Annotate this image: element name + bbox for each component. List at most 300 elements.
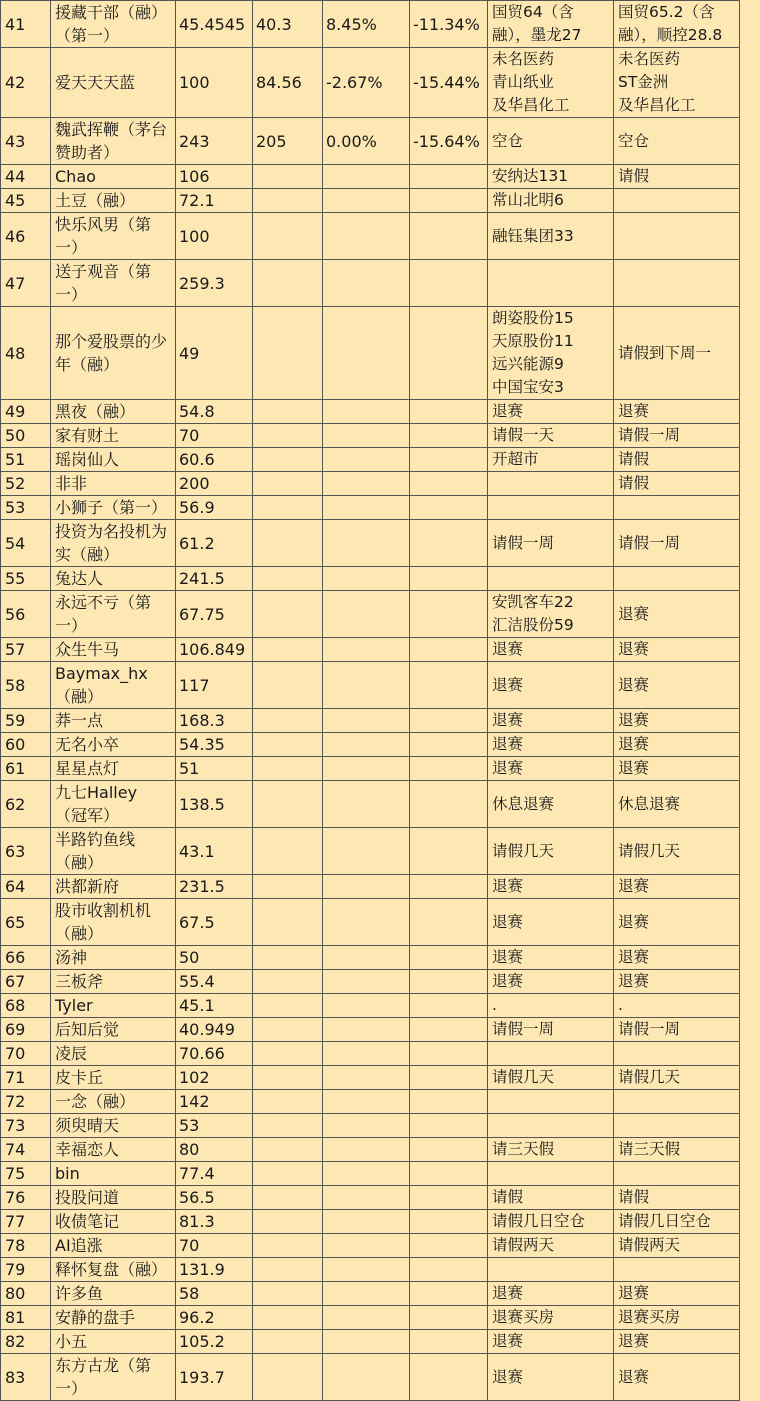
name-cell: 投股问道 — [51, 1186, 176, 1210]
holdings-last-cell: 休息退赛 — [488, 781, 614, 828]
holdings-current-cell: 请假几天 — [614, 1066, 740, 1090]
weekly-change-cell — [323, 1162, 410, 1186]
current-value-cell — [253, 1306, 323, 1330]
current-value-cell — [253, 709, 323, 733]
rank-cell: 76 — [1, 1186, 51, 1210]
table-row — [1, 448, 740, 472]
rank-cell: 57 — [1, 638, 51, 662]
current-value-cell — [253, 1162, 323, 1186]
total-change-cell — [410, 1282, 488, 1306]
initial-capital-cell: 142 — [176, 1090, 253, 1114]
name-cell: 安静的盘手 — [51, 1306, 176, 1330]
total-change-cell — [410, 899, 488, 946]
initial-capital-cell: 200 — [176, 472, 253, 496]
table-row — [1, 1162, 740, 1186]
total-change-cell — [410, 970, 488, 994]
table-row — [1, 875, 740, 899]
table-row — [1, 1258, 740, 1282]
weekly-change-cell — [323, 1066, 410, 1090]
current-value-cell — [253, 1330, 323, 1354]
holdings-last-cell — [488, 567, 614, 591]
current-value-cell — [253, 875, 323, 899]
current-value-cell: 205 — [253, 118, 323, 165]
weekly-change-cell — [323, 520, 410, 567]
weekly-change-cell — [323, 1330, 410, 1354]
name-cell: Baymax_hx （融） — [51, 662, 176, 709]
weekly-change-cell — [323, 424, 410, 448]
current-value-cell — [253, 424, 323, 448]
initial-capital-cell: 49 — [176, 307, 253, 400]
name-cell: 半路钓鱼线 （融） — [51, 828, 176, 875]
table-row — [1, 1210, 740, 1234]
current-value-cell — [253, 1018, 323, 1042]
current-value-cell — [253, 260, 323, 307]
weekly-change-cell — [323, 1138, 410, 1162]
holdings-last-cell: 请假 — [488, 1186, 614, 1210]
total-change-cell — [410, 165, 488, 189]
holdings-last-cell: 退赛 — [488, 709, 614, 733]
rank-cell: 46 — [1, 213, 51, 260]
weekly-change-cell — [323, 1210, 410, 1234]
holdings-current-cell — [614, 496, 740, 520]
holdings-current-cell — [614, 260, 740, 307]
total-change-cell — [410, 1354, 488, 1401]
weekly-change-cell — [323, 1258, 410, 1282]
current-value-cell — [253, 781, 323, 828]
name-cell: 投资为名投机为 实（融） — [51, 520, 176, 567]
initial-capital-cell: 54.35 — [176, 733, 253, 757]
total-change-cell — [410, 1210, 488, 1234]
name-cell: 非非 — [51, 472, 176, 496]
current-value-cell — [253, 757, 323, 781]
holdings-current-cell: 请假到下周一 — [614, 307, 740, 400]
rank-cell: 61 — [1, 757, 51, 781]
weekly-change-cell — [323, 781, 410, 828]
rank-cell: 67 — [1, 970, 51, 994]
current-value-cell — [253, 1066, 323, 1090]
holdings-last-cell — [488, 1162, 614, 1186]
initial-capital-cell: 40.949 — [176, 1018, 253, 1042]
rank-cell: 55 — [1, 567, 51, 591]
name-cell: 众生牛马 — [51, 638, 176, 662]
holdings-last-cell: 退赛 — [488, 1282, 614, 1306]
current-value-cell — [253, 1354, 323, 1401]
holdings-current-cell: 退赛 — [614, 709, 740, 733]
table-row — [1, 781, 740, 828]
current-value-cell — [253, 472, 323, 496]
table-row — [1, 189, 740, 213]
current-value-cell — [253, 448, 323, 472]
current-value-cell — [253, 1210, 323, 1234]
weekly-change-cell — [323, 213, 410, 260]
weekly-change-cell — [323, 1018, 410, 1042]
initial-capital-cell: 168.3 — [176, 709, 253, 733]
current-value-cell — [253, 1042, 323, 1066]
holdings-current-cell: 退赛 — [614, 757, 740, 781]
current-value-cell — [253, 189, 323, 213]
current-value-cell — [253, 1114, 323, 1138]
total-change-cell — [410, 307, 488, 400]
holdings-last-cell: 退赛 — [488, 946, 614, 970]
holdings-current-cell — [614, 1162, 740, 1186]
initial-capital-cell: 106 — [176, 165, 253, 189]
holdings-current-cell: 退赛 — [614, 1282, 740, 1306]
holdings-last-cell: . — [488, 994, 614, 1018]
holdings-last-cell: 请假几日空仓 — [488, 1210, 614, 1234]
name-cell: 汤神 — [51, 946, 176, 970]
name-cell: 黑夜（融） — [51, 400, 176, 424]
name-cell: 土豆（融） — [51, 189, 176, 213]
table-row — [1, 520, 740, 567]
table-row — [1, 994, 740, 1018]
name-cell: 三板斧 — [51, 970, 176, 994]
weekly-change-cell — [323, 400, 410, 424]
total-change-cell — [410, 733, 488, 757]
weekly-change-cell — [323, 994, 410, 1018]
holdings-current-cell: 退赛 — [614, 591, 740, 638]
rank-cell: 66 — [1, 946, 51, 970]
initial-capital-cell: 53 — [176, 1114, 253, 1138]
holdings-last-cell: 退赛 — [488, 970, 614, 994]
rank-cell: 70 — [1, 1042, 51, 1066]
table-row — [1, 496, 740, 520]
weekly-change-cell — [323, 472, 410, 496]
weekly-change-cell — [323, 189, 410, 213]
table-row — [1, 118, 740, 165]
initial-capital-cell: 43.1 — [176, 828, 253, 875]
total-change-cell — [410, 496, 488, 520]
initial-capital-cell: 58 — [176, 1282, 253, 1306]
name-cell: 幸福恋人 — [51, 1138, 176, 1162]
weekly-change-cell — [323, 1306, 410, 1330]
current-value-cell — [253, 567, 323, 591]
name-cell: 瑶岗仙人 — [51, 448, 176, 472]
initial-capital-cell: 54.8 — [176, 400, 253, 424]
holdings-last-cell: 国贸64（含 融），墨龙27 — [488, 1, 614, 48]
total-change-cell — [410, 638, 488, 662]
holdings-last-cell: 安纳达131 — [488, 165, 614, 189]
name-cell: 小狮子（第一） — [51, 496, 176, 520]
holdings-current-cell: 请假几日空仓 — [614, 1210, 740, 1234]
rank-cell: 75 — [1, 1162, 51, 1186]
name-cell: 爱天天天蓝 — [51, 48, 176, 118]
holdings-current-cell: 退赛 — [614, 970, 740, 994]
name-cell: 九七Halley （冠军） — [51, 781, 176, 828]
rank-cell: 72 — [1, 1090, 51, 1114]
table-row — [1, 899, 740, 946]
table-row — [1, 709, 740, 733]
holdings-current-cell: 请假 — [614, 165, 740, 189]
holdings-current-cell: 退赛 — [614, 638, 740, 662]
holdings-current-cell — [614, 1114, 740, 1138]
weekly-change-cell — [323, 1282, 410, 1306]
table-row — [1, 1138, 740, 1162]
name-cell: 那个爱股票的少 年（融） — [51, 307, 176, 400]
current-value-cell — [253, 733, 323, 757]
weekly-change-cell — [323, 733, 410, 757]
total-change-cell — [410, 213, 488, 260]
initial-capital-cell: 241.5 — [176, 567, 253, 591]
name-cell: 一念（融） — [51, 1090, 176, 1114]
holdings-current-cell: 请假一周 — [614, 520, 740, 567]
table-row — [1, 662, 740, 709]
rank-cell: 59 — [1, 709, 51, 733]
table-row — [1, 1354, 740, 1401]
initial-capital-cell: 50 — [176, 946, 253, 970]
holdings-current-cell: 退赛 — [614, 1330, 740, 1354]
holdings-last-cell: 退赛 — [488, 875, 614, 899]
current-value-cell — [253, 591, 323, 638]
rank-cell: 62 — [1, 781, 51, 828]
weekly-change-cell — [323, 757, 410, 781]
name-cell: 股市收割机机 （融） — [51, 899, 176, 946]
total-change-cell — [410, 1306, 488, 1330]
initial-capital-cell: 100 — [176, 213, 253, 260]
rank-cell: 79 — [1, 1258, 51, 1282]
holdings-last-cell: 常山北明6 — [488, 189, 614, 213]
weekly-change-cell — [323, 638, 410, 662]
holdings-last-cell: 请假一天 — [488, 424, 614, 448]
total-change-cell — [410, 994, 488, 1018]
name-cell: 家有财土 — [51, 424, 176, 448]
table-row — [1, 213, 740, 260]
holdings-last-cell: 融钰集团33 — [488, 213, 614, 260]
total-change-cell — [410, 400, 488, 424]
total-change-cell — [410, 1066, 488, 1090]
rank-cell: 56 — [1, 591, 51, 638]
holdings-last-cell — [488, 1258, 614, 1282]
initial-capital-cell: 67.75 — [176, 591, 253, 638]
weekly-change-cell — [323, 1090, 410, 1114]
holdings-last-cell: 退赛 — [488, 1354, 614, 1401]
holdings-last-cell: 请假一周 — [488, 520, 614, 567]
table-row — [1, 307, 740, 400]
weekly-change-cell — [323, 899, 410, 946]
name-cell: 魏武挥鞭（茅台 赞助者） — [51, 118, 176, 165]
current-value-cell — [253, 1186, 323, 1210]
current-value-cell — [253, 165, 323, 189]
current-value-cell — [253, 496, 323, 520]
weekly-change-cell: -2.67% — [323, 48, 410, 118]
current-value-cell: 84.56 — [253, 48, 323, 118]
initial-capital-cell: 70 — [176, 1234, 253, 1258]
initial-capital-cell: 106.849 — [176, 638, 253, 662]
weekly-change-cell: 8.45% — [323, 1, 410, 48]
table-row — [1, 165, 740, 189]
weekly-change-cell — [323, 567, 410, 591]
total-change-cell — [410, 1114, 488, 1138]
initial-capital-cell: 60.6 — [176, 448, 253, 472]
current-value-cell — [253, 400, 323, 424]
table-row — [1, 970, 740, 994]
name-cell: 永远不亏（第 一） — [51, 591, 176, 638]
rank-cell: 80 — [1, 1282, 51, 1306]
holdings-last-cell: 请假几天 — [488, 1066, 614, 1090]
name-cell: 快乐风男（第 一） — [51, 213, 176, 260]
rank-cell: 63 — [1, 828, 51, 875]
total-change-cell — [410, 781, 488, 828]
rank-cell: 81 — [1, 1306, 51, 1330]
weekly-change-cell — [323, 1114, 410, 1138]
total-change-cell — [410, 709, 488, 733]
table-row — [1, 260, 740, 307]
weekly-change-cell — [323, 1186, 410, 1210]
weekly-change-cell — [323, 496, 410, 520]
initial-capital-cell: 96.2 — [176, 1306, 253, 1330]
initial-capital-cell: 55.4 — [176, 970, 253, 994]
table-row — [1, 1066, 740, 1090]
total-change-cell — [410, 520, 488, 567]
initial-capital-cell: 138.5 — [176, 781, 253, 828]
weekly-change-cell — [323, 448, 410, 472]
total-change-cell — [410, 1330, 488, 1354]
rank-cell: 54 — [1, 520, 51, 567]
table-row — [1, 638, 740, 662]
total-change-cell — [410, 875, 488, 899]
rank-cell: 51 — [1, 448, 51, 472]
table-row — [1, 1186, 740, 1210]
current-value-cell — [253, 828, 323, 875]
rank-cell: 82 — [1, 1330, 51, 1354]
initial-capital-cell: 72.1 — [176, 189, 253, 213]
current-value-cell: 40.3 — [253, 1, 323, 48]
name-cell: 小五 — [51, 1330, 176, 1354]
current-value-cell — [253, 1234, 323, 1258]
weekly-change-cell — [323, 662, 410, 709]
holdings-last-cell — [488, 1090, 614, 1114]
total-change-cell — [410, 1138, 488, 1162]
total-change-cell — [410, 1018, 488, 1042]
weekly-change-cell — [323, 709, 410, 733]
holdings-current-cell: 国贸65.2（含 融），顺控28.8 — [614, 1, 740, 48]
initial-capital-cell: 70 — [176, 424, 253, 448]
holdings-last-cell: 请假两天 — [488, 1234, 614, 1258]
name-cell: 东方古龙（第 一） — [51, 1354, 176, 1401]
holdings-last-cell — [488, 496, 614, 520]
initial-capital-cell: 56.5 — [176, 1186, 253, 1210]
weekly-change-cell — [323, 970, 410, 994]
initial-capital-cell: 45.4545 — [176, 1, 253, 48]
rank-cell: 41 — [1, 1, 51, 48]
holdings-current-cell: 请假几天 — [614, 828, 740, 875]
rank-cell: 74 — [1, 1138, 51, 1162]
holdings-last-cell — [488, 260, 614, 307]
weekly-change-cell — [323, 1234, 410, 1258]
holdings-last-cell: 开超市 — [488, 448, 614, 472]
rank-cell: 53 — [1, 496, 51, 520]
current-value-cell — [253, 946, 323, 970]
weekly-change-cell — [323, 165, 410, 189]
rank-cell: 48 — [1, 307, 51, 400]
name-cell: 兔达人 — [51, 567, 176, 591]
initial-capital-cell: 56.9 — [176, 496, 253, 520]
holdings-last-cell — [488, 472, 614, 496]
total-change-cell — [410, 1234, 488, 1258]
rank-cell: 68 — [1, 994, 51, 1018]
holdings-current-cell: 退赛 — [614, 400, 740, 424]
holdings-current-cell: 未名医药 ST金洲 及华昌化工 — [614, 48, 740, 118]
initial-capital-cell: 77.4 — [176, 1162, 253, 1186]
current-value-cell — [253, 899, 323, 946]
initial-capital-cell: 45.1 — [176, 994, 253, 1018]
rank-cell: 52 — [1, 472, 51, 496]
rank-cell: 47 — [1, 260, 51, 307]
holdings-last-cell: 退赛 — [488, 662, 614, 709]
initial-capital-cell: 70.66 — [176, 1042, 253, 1066]
name-cell: 送子观音（第 一） — [51, 260, 176, 307]
table-row — [1, 567, 740, 591]
table-row — [1, 1306, 740, 1330]
holdings-current-cell — [614, 1258, 740, 1282]
holdings-last-cell: 未名医药 青山纸业 及华昌化工 — [488, 48, 614, 118]
table-row — [1, 1282, 740, 1306]
table-row — [1, 48, 740, 118]
total-change-cell — [410, 591, 488, 638]
holdings-last-cell: 请假一周 — [488, 1018, 614, 1042]
holdings-last-cell: 退赛买房 — [488, 1306, 614, 1330]
name-cell: 援藏干部（融） （第一） — [51, 1, 176, 48]
weekly-change-cell: 0.00% — [323, 118, 410, 165]
holdings-last-cell: 请三天假 — [488, 1138, 614, 1162]
rank-cell: 44 — [1, 165, 51, 189]
rank-cell: 42 — [1, 48, 51, 118]
name-cell: 星星点灯 — [51, 757, 176, 781]
holdings-last-cell — [488, 1042, 614, 1066]
holdings-current-cell — [614, 213, 740, 260]
name-cell: 须臾晴天 — [51, 1114, 176, 1138]
rank-cell: 60 — [1, 733, 51, 757]
name-cell: Chao — [51, 165, 176, 189]
name-cell: 凌辰 — [51, 1042, 176, 1066]
total-change-cell — [410, 946, 488, 970]
table-row — [1, 1042, 740, 1066]
name-cell: bin — [51, 1162, 176, 1186]
name-cell: AI追涨 — [51, 1234, 176, 1258]
holdings-current-cell — [614, 567, 740, 591]
holdings-current-cell: 请假 — [614, 1186, 740, 1210]
total-change-cell — [410, 567, 488, 591]
weekly-change-cell — [323, 260, 410, 307]
weekly-change-cell — [323, 307, 410, 400]
initial-capital-cell: 259.3 — [176, 260, 253, 307]
rank-cell: 50 — [1, 424, 51, 448]
holdings-current-cell: 请三天假 — [614, 1138, 740, 1162]
initial-capital-cell: 117 — [176, 662, 253, 709]
rank-cell: 49 — [1, 400, 51, 424]
holdings-current-cell: 请假 — [614, 472, 740, 496]
total-change-cell — [410, 448, 488, 472]
holdings-current-cell — [614, 189, 740, 213]
holdings-last-cell: 安凯客车22 汇洁股份59 — [488, 591, 614, 638]
holdings-current-cell: 休息退赛 — [614, 781, 740, 828]
table-row — [1, 1018, 740, 1042]
rank-cell: 71 — [1, 1066, 51, 1090]
current-value-cell — [253, 662, 323, 709]
holdings-current-cell: 退赛 — [614, 875, 740, 899]
initial-capital-cell: 105.2 — [176, 1330, 253, 1354]
current-value-cell — [253, 307, 323, 400]
initial-capital-cell: 193.7 — [176, 1354, 253, 1401]
current-value-cell — [253, 520, 323, 567]
holdings-last-cell: 退赛 — [488, 733, 614, 757]
holdings-current-cell: 请假一周 — [614, 424, 740, 448]
name-cell: 许多鱼 — [51, 1282, 176, 1306]
rank-cell: 83 — [1, 1354, 51, 1401]
holdings-current-cell: 退赛 — [614, 662, 740, 709]
holdings-last-cell: 退赛 — [488, 1330, 614, 1354]
table-row — [1, 1234, 740, 1258]
rank-cell: 78 — [1, 1234, 51, 1258]
